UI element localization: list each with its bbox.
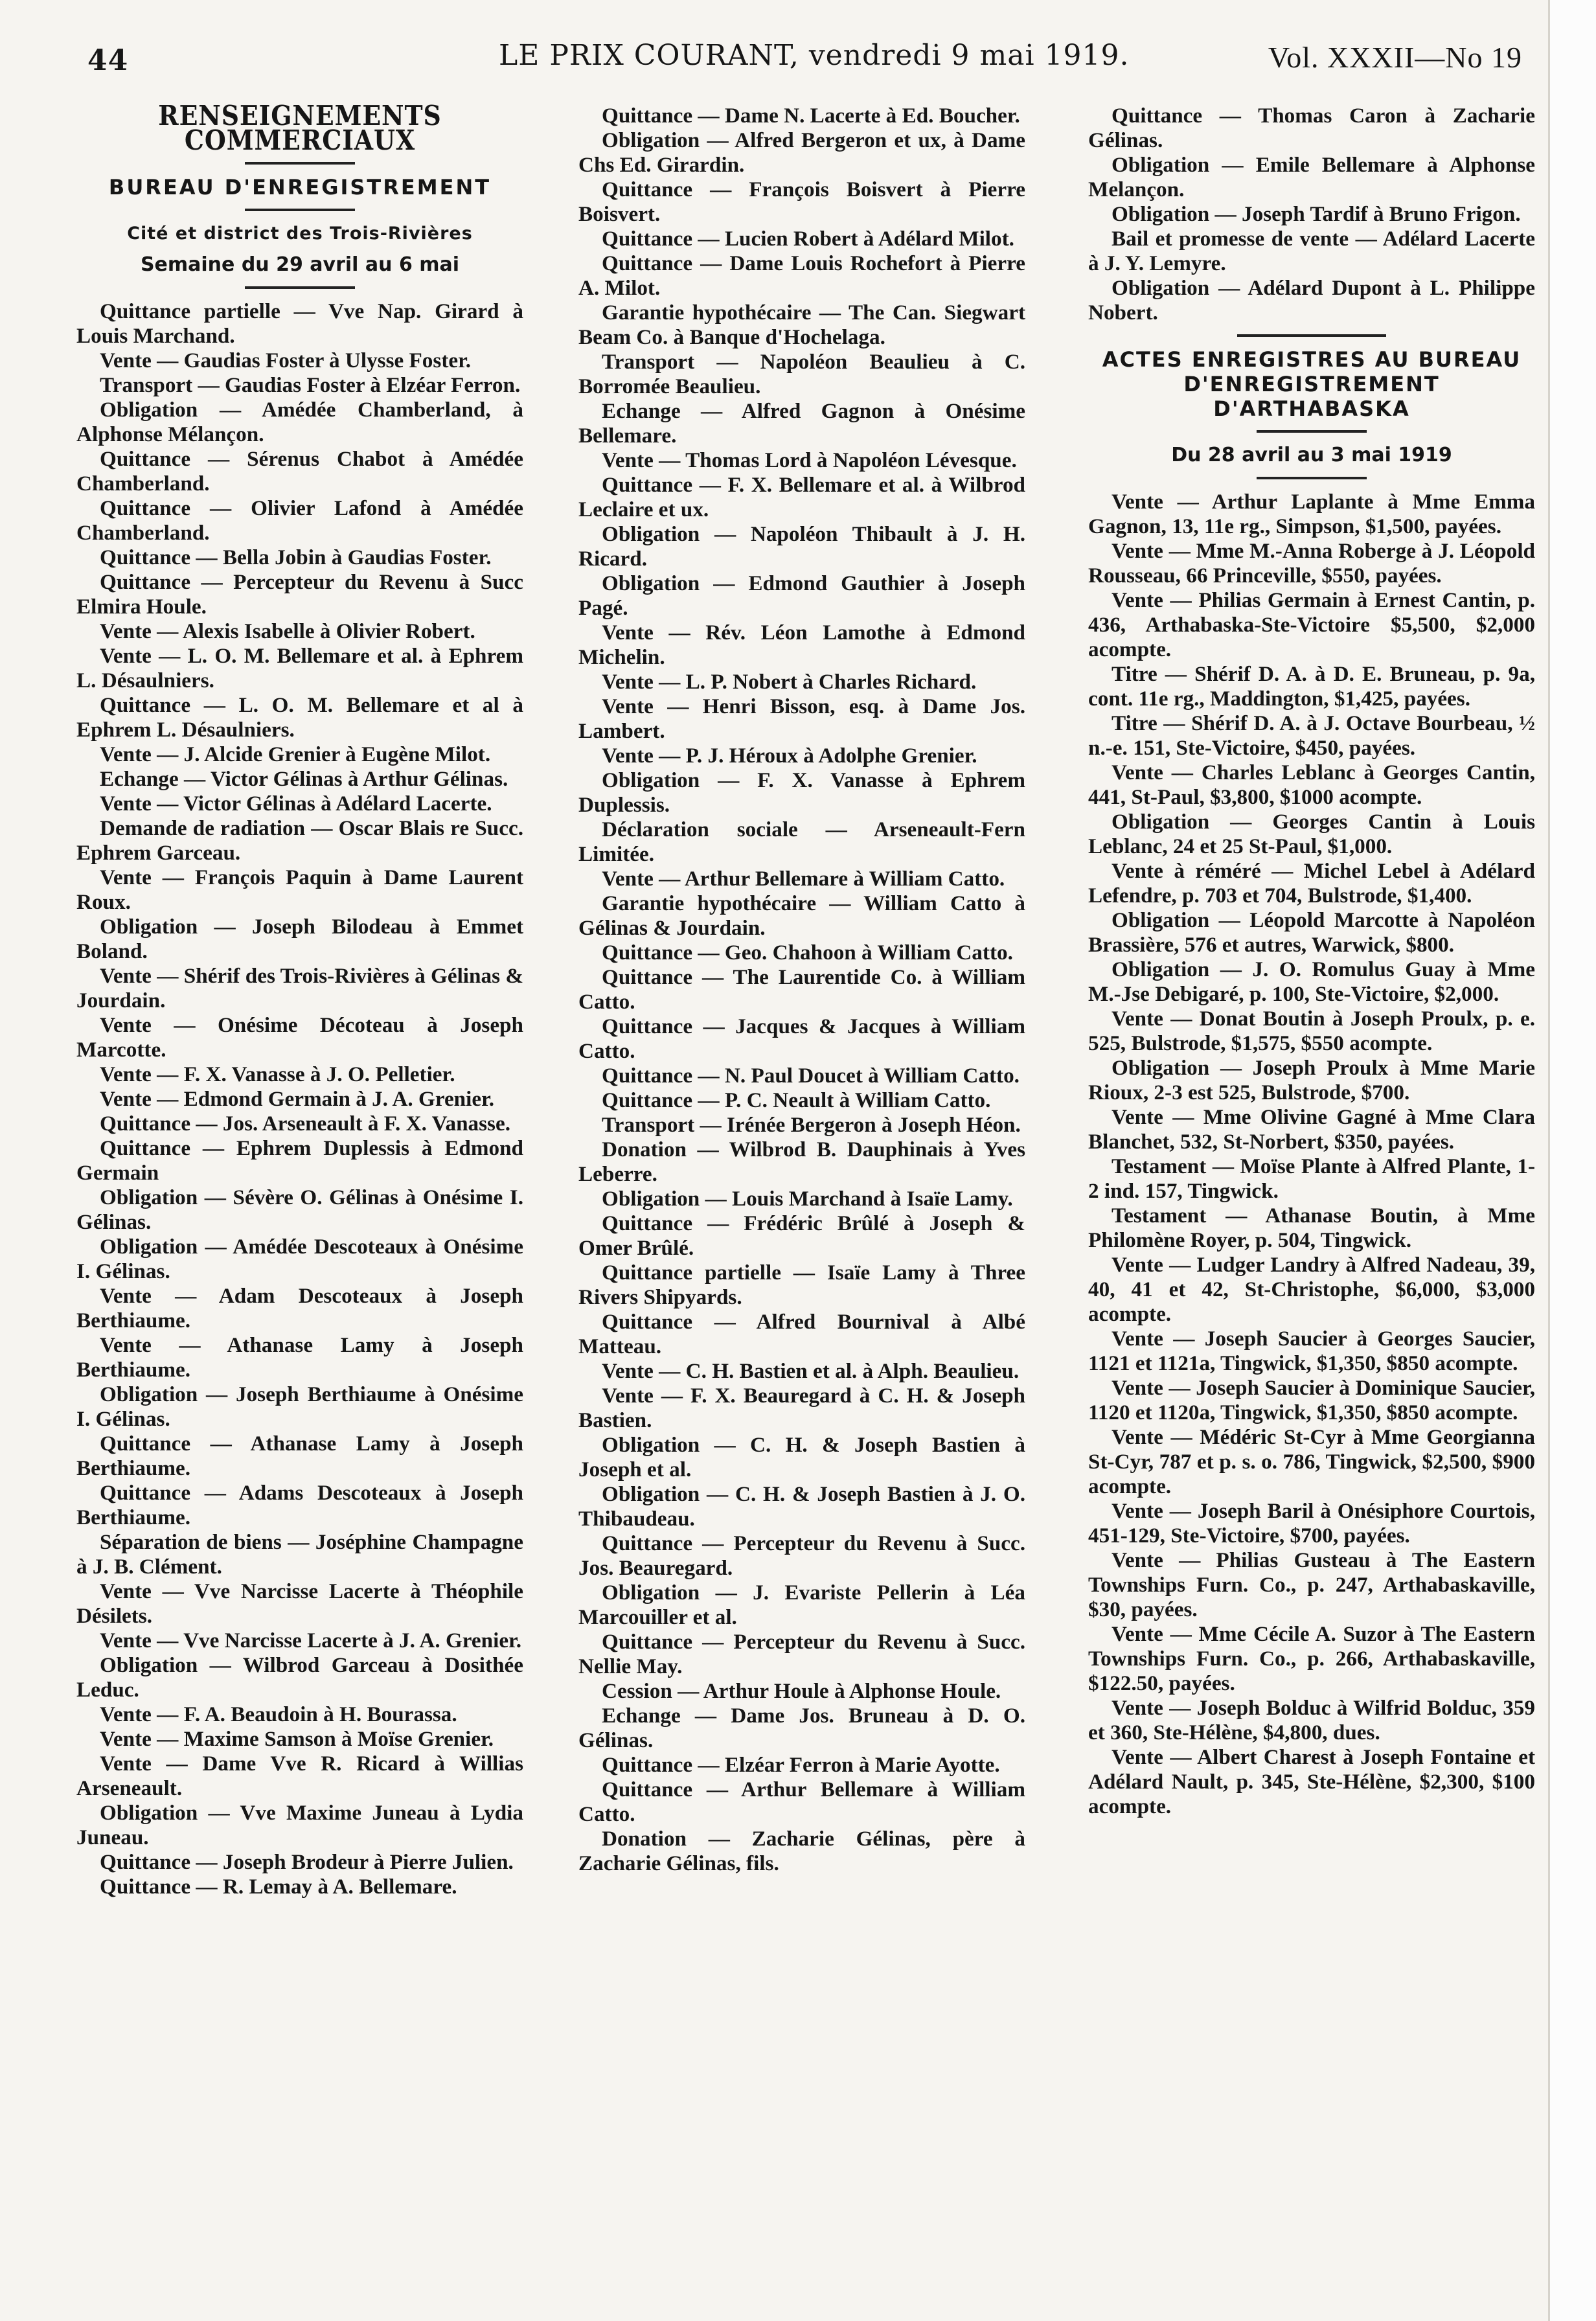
registry-entry: Garantie hypothécaire — The Can. Siegwart Beam Co. à Banque d'Hochelaga.	[578, 301, 1025, 349]
registry-entry: Testament — Moïse Plante à Alfred Plante, 1-2 ind. 157, Tingwick.	[1088, 1154, 1535, 1203]
entry-list	[578, 104, 1025, 1876]
registry-entry: Déclaration sociale — Arseneault-Fern Limitée.	[578, 817, 1025, 866]
registry-entry: Vente — Henri Bisson, esq. à Dame Jos. Lambert.	[578, 694, 1025, 743]
registry-entry: Vente — Médéric St-Cyr à Mme Georgianna St-Cyr, 787 et p. s. o. 786, Tingwick, $2,500, $900 acompte.	[1088, 1425, 1535, 1498]
registry-entry: Vente — Mme Olivine Gagné à Mme Clara Blanchet, 532, St-Norbert, $350, payées.	[1088, 1105, 1535, 1154]
registry-entry: Vente — François Paquin à Dame Laurent Roux.	[76, 865, 523, 914]
registry-entry: Titre — Shérif D. A. à J. Octave Bourbeau, ½ n.-e. 151, Ste-Victoire, $450, payées.	[1088, 711, 1535, 760]
column-2	[578, 104, 1025, 2293]
registry-entry: Transport — Irénée Bergeron à Joseph Héon.	[602, 1113, 1021, 1137]
registry-entry: Demande de radiation — Oscar Blais re Succ. Ephrem Garceau.	[76, 816, 523, 865]
registry-entry: Bail et promesse de vente — Adélard Lacerte à J. Y. Lemyre.	[1088, 227, 1535, 275]
registry-entry: Quittance — The Laurentide Co. à William Catto.	[578, 965, 1025, 1014]
registry-entry: Vente à réméré — Michel Lebel à Adélard Lefendre, p. 703 et 704, Bulstrode, $1,400.	[1088, 859, 1535, 908]
registry-entry: Vente — Donat Boutin à Joseph Proulx, p. e. 525, Bulstrode, $1,575, $550 acompte.	[1088, 1007, 1535, 1055]
registry-entry: Vente — Joseph Bolduc à Wilfrid Bolduc, 359 et 360, Ste-Hélène, $4,800, dues.	[1088, 1696, 1535, 1744]
registry-entry: Vente — Adam Descoteaux à Joseph Berthiaume.	[76, 1284, 523, 1332]
registry-entry: Obligation — Wilbrod Garceau à Dosithée Leduc.	[76, 1653, 523, 1702]
registry-entry: Quittance — Sérenus Chabot à Amédée Chamberland.	[76, 447, 523, 496]
registry-entry: Vente — Albert Charest à Joseph Fontaine et Adélard Nault, p. 345, Ste-Hélène, $2,300, $100 acompte.	[1088, 1745, 1535, 1818]
divider	[245, 286, 355, 289]
registry-entry: Vente — Alexis Isabelle à Olivier Robert.	[100, 619, 475, 643]
registry-entry: Obligation — Léopold Marcotte à Napoléon Brassière, 576 et autres, Warwick, $800.	[1088, 908, 1535, 957]
registry-entry: Vente — P. J. Héroux à Adolphe Grenier.	[602, 744, 977, 768]
registry-entry: Quittance — L. O. M. Bellemare et al à Ephrem L. Désaulniers.	[76, 693, 523, 742]
registry-entry: Vente — Dame Vve R. Ricard à Willias Arseneault.	[76, 1752, 523, 1800]
registry-entry: Quittance partielle — Vve Nap. Girard à Louis Marchand.	[76, 299, 523, 348]
registry-entry: Quittance — Adams Descoteaux à Joseph Berthiaume.	[76, 1481, 523, 1529]
divider	[245, 209, 355, 211]
district-heading: Cité et district des Trois-Rivières	[127, 223, 473, 244]
registry-entry: Quittance — Dame N. Lacerte à Ed. Boucher.	[602, 104, 1020, 128]
registry-entry: Obligation — C. H. & Joseph Bastien à J. O. Thibaudeau.	[578, 1482, 1025, 1531]
registry-entry: Vente — Maxime Samson à Moïse Grenier.	[100, 1727, 494, 1751]
registry-entry: Vente — C. H. Bastien et al. à Alph. Beaulieu.	[602, 1359, 1020, 1383]
registry-entry: Donation — Zacharie Gélinas, père à Zacharie Gélinas, fils.	[578, 1827, 1025, 1875]
registry-entry: Vente — Philias Gusteau à The Eastern Townships Furn. Co., p. 247, Arthabaskaville, $30, payées.	[1088, 1548, 1535, 1621]
registry-entry: Quittance — François Boisvert à Pierre Boisvert.	[578, 177, 1025, 226]
entry-list	[1088, 490, 1535, 1819]
registry-entry: Transport — Napoléon Beaulieu à C. Borromée Beaulieu.	[578, 350, 1025, 398]
registry-entry: Echange — Dame Jos. Bruneau à D. O. Gélinas.	[578, 1704, 1025, 1752]
registry-entry: Obligation — Georges Cantin à Louis Leblanc, 24 et 25 St-Paul, $1,000.	[1088, 810, 1535, 858]
registry-entry: Vente — Joseph Saucier à Georges Saucier, 1121 et 1121a, Tingwick, $1,350, $850 acompte.	[1088, 1327, 1535, 1375]
registry-entry: Quittance — Frédéric Brûlé à Joseph & Omer Brûlé.	[578, 1211, 1025, 1260]
page-header	[78, 31, 1529, 83]
registry-entry: Vente — Mme M.-Anna Roberge à J. Léopold Rousseau, 66 Princeville, $550, payées.	[1088, 539, 1535, 588]
registry-entry: Quittance — Joseph Brodeur à Pierre Julien.	[100, 1850, 514, 1874]
registry-entry: Quittance — Dame Louis Rochefort à Pierre A. Milot.	[578, 251, 1025, 300]
registry-entry: Obligation — Joseph Tardif à Bruno Frigon.	[1112, 202, 1521, 226]
registry-entry: Vente — Thomas Lord à Napoléon Lévesque.	[602, 448, 1017, 472]
registry-entry: Vente — Gaudias Foster à Ulysse Foster.	[100, 349, 472, 372]
registry-entry: Obligation — Napoléon Thibault à J. H. Ricard.	[578, 522, 1025, 571]
registry-entry: Vente — Vve Narcisse Lacerte à J. A. Grenier.	[100, 1629, 522, 1652]
registry-entry: Vente — J. Alcide Grenier à Eugène Milot.	[100, 742, 491, 766]
registry-entry: Vente — F. A. Beaudoin à H. Bourassa.	[100, 1702, 457, 1726]
registry-entry: Obligation — C. H. & Joseph Bastien à Joseph et al.	[578, 1433, 1025, 1481]
registry-entry: Vente — Arthur Bellemare à William Catto.	[602, 867, 1005, 891]
registry-entry: Vente — Edmond Germain à J. A. Grenier.	[100, 1087, 495, 1111]
registry-entry: Echange — Victor Gélinas à Arthur Gélinas.	[100, 767, 508, 791]
registry-entry: Quittance — Jos. Arseneault à F. X. Vanasse.	[100, 1112, 510, 1136]
page-edge	[1548, 0, 1596, 2321]
registry-entry: Quittance partielle — Isaïe Lamy à Three Rivers Shipyards.	[578, 1261, 1025, 1309]
registry-entry: Obligation — Joseph Proulx à Mme Marie Rioux, 2-3 est 525, Bulstrode, $700.	[1088, 1056, 1535, 1104]
registry-entry: Quittance — Alfred Bournival à Albé Matteau.	[578, 1310, 1025, 1358]
registry-entry: Echange — Alfred Gagnon à Onésime Bellemare.	[578, 399, 1025, 448]
registry-entry: Vente — Victor Gélinas à Adélard Lacerte.	[100, 792, 492, 816]
divider	[1257, 430, 1367, 433]
registry-entry: Vente — Arthur Laplante à Mme Emma Gagnon, 13, 11e rg., Simpson, $1,500, payées.	[1088, 490, 1535, 538]
registry-entry: Quittance — Thomas Caron à Zacharie Gélinas.	[1088, 104, 1535, 152]
registry-entry: Cession — Arthur Houle à Alphonse Houle.	[602, 1679, 1001, 1703]
registry-entry: Vente — Joseph Baril à Onésiphore Courtois, 451-129, Ste-Victoire, $700, payées.	[1088, 1499, 1535, 1548]
registry-entry: Quittance — Elzéar Ferron à Marie Ayotte.	[602, 1753, 1000, 1777]
registry-entry: Transport — Gaudias Foster à Elzéar Ferron.	[100, 373, 521, 397]
registry-entry: Quittance — Geo. Chahoon à William Catto.	[602, 941, 1013, 965]
registry-entry: Titre — Shérif D. A. à D. E. Bruneau, p. 9a, cont. 11e rg., Maddington, $1,425, payées.	[1088, 662, 1535, 711]
registry-entry: Obligation — Joseph Berthiaume à Onésime I. Gélinas.	[76, 1382, 523, 1431]
actes-week-heading: Du 28 avril au 3 mai 1919	[1171, 444, 1452, 466]
registry-entry: Vente — Joseph Saucier à Dominique Saucier, 1120 et 1120a, Tingwick, $1,350, $850 acompte.	[1088, 1376, 1535, 1424]
registry-entry: Quittance — Olivier Lafond à Amédée Chamberland.	[76, 496, 523, 545]
registry-entry: Obligation — F. X. Vanasse à Ephrem Duplessis.	[578, 768, 1025, 817]
volume-number: Vol. XXXII—No 19	[1268, 41, 1522, 74]
column-3	[1088, 104, 1535, 2293]
registry-entry: Vente — Onésime Décoteau à Joseph Marcotte.	[76, 1013, 523, 1062]
entry-list	[76, 299, 523, 1899]
newspaper-title: LE PRIX COURANT, vendredi 9 mai 1919.	[499, 39, 1130, 72]
registry-entry: Obligation — J. O. Romulus Guay à Mme M.-Jse Debigaré, p. 100, Ste-Victoire, $2,000.	[1088, 957, 1535, 1006]
registry-entry: Vente — L. O. M. Bellemare et al. à Ephrem L. Désaulniers.	[76, 644, 523, 692]
divider	[245, 162, 355, 165]
registry-entry: Quittance — Percepteur du Revenu à Succ. Nellie May.	[578, 1630, 1025, 1678]
registry-entry: Quittance — Ephrem Duplessis à Edmond Germain	[76, 1136, 523, 1185]
registry-entry: Vente — Vve Narcisse Lacerte à Théophile Désilets.	[76, 1579, 523, 1628]
registry-entry: Vente — Athanase Lamy à Joseph Berthiaume.	[76, 1333, 523, 1382]
registry-entry: Quittance — R. Lemay à A. Bellemare.	[100, 1875, 457, 1899]
registry-entry: Donation — Wilbrod B. Dauphinais à Yves Leberre.	[578, 1138, 1025, 1186]
registry-entry: Quittance — F. X. Bellemare et al. à Wilbrod Leclaire et ux.	[578, 473, 1025, 521]
page-number: 44	[87, 44, 129, 77]
registry-entry: Quittance — P. C. Neault à William Catto.	[602, 1088, 991, 1112]
divider	[1257, 477, 1367, 479]
week-heading: Semaine du 29 avril au 6 mai	[140, 253, 460, 276]
registry-entry: Testament — Athanase Boutin, à Mme Philomène Royer, p. 504, Tingwick.	[1088, 1204, 1535, 1252]
registry-entry: Vente — Ludger Landry à Alfred Nadeau, 39, 40, 41 et 42, St-Christophe, $6,000, $3,000 acompte.	[1088, 1253, 1535, 1326]
divider	[1237, 334, 1386, 337]
registry-entry: Obligation — Sévère O. Gélinas à Onésime I. Gélinas.	[76, 1185, 523, 1234]
column-1	[76, 104, 523, 2293]
registry-entry: Vente — Mme Cécile A. Suzor à The Eastern Townships Furn. Co., p. 266, Arthabaskaville, $122.50, payées.	[1088, 1622, 1535, 1695]
registry-entry: Vente — Charles Leblanc à Georges Cantin, 441, St-Paul, $3,800, $1000 acompte.	[1088, 760, 1535, 809]
registry-entry: Vente — Philias Germain à Ernest Cantin, p. 436, Arthabaska-Ste-Victoire $5,500, $2,000 acompte.	[1088, 588, 1535, 661]
registry-entry: Obligation — J. Evariste Pellerin à Léa Marcouiller et al.	[578, 1581, 1025, 1629]
registry-entry: Obligation — Joseph Bilodeau à Emmet Boland.	[76, 915, 523, 963]
registry-entry: Vente — Shérif des Trois-Rivières à Gélinas & Jourdain.	[76, 964, 523, 1012]
registry-entry: Quittance — Bella Jobin à Gaudias Foster.	[100, 545, 492, 569]
registry-entry: Obligation — Amédée Chamberland, à Alphonse Mélançon.	[76, 398, 523, 446]
registry-entry: Garantie hypothécaire — William Catto à Gélinas & Jourdain.	[578, 891, 1025, 940]
section-title: RENSEIGNEMENTS COMMERCIAUX	[158, 104, 442, 156]
registry-entry: Vente — Rév. Léon Lamothe à Edmond Michelin.	[578, 621, 1025, 669]
registry-entry: Vente — L. P. Nobert à Charles Richard.	[602, 670, 977, 694]
registry-entry: Obligation — Emile Bellemare à Alphonse Melançon.	[1088, 153, 1535, 201]
registry-entry: Obligation — Edmond Gauthier à Joseph Pagé.	[578, 571, 1025, 620]
registry-entry: Obligation — Louis Marchand à Isaïe Lamy.	[602, 1187, 1013, 1211]
entry-list	[1088, 104, 1535, 325]
registry-entry: Quittance — Percepteur du Revenu à Succ. Jos. Beauregard.	[578, 1531, 1025, 1580]
registry-entry: Obligation — Adélard Dupont à L. Philippe Nobert.	[1088, 276, 1535, 325]
registry-entry: Obligation — Vve Maxime Juneau à Lydia Juneau.	[76, 1801, 523, 1849]
registry-entry: Vente — F. X. Beauregard à C. H. & Joseph Bastien.	[578, 1384, 1025, 1432]
registry-entry: Quittance — Percepteur du Revenu à Succ Elmira Houle.	[76, 570, 523, 619]
registry-entry: Obligation — Amédée Descoteaux à Onésime I. Gélinas.	[76, 1235, 523, 1283]
registry-entry: Quittance — N. Paul Doucet à William Catto.	[602, 1064, 1020, 1088]
registry-entry: Quittance — Arthur Bellemare à William Catto.	[578, 1778, 1025, 1826]
registry-entry: Séparation de biens — Joséphine Champagne à J. B. Clément.	[76, 1530, 523, 1579]
registry-entry: Quittance — Athanase Lamy à Joseph Berthiaume.	[76, 1432, 523, 1480]
registry-entry: Vente — F. X. Vanasse à J. O. Pelletier.	[100, 1062, 455, 1086]
actes-heading: ACTES ENREGISTRES AU BUREAU D'ENREGISTREMENT D'ARTHABASKA	[1102, 347, 1522, 421]
registry-entry: Obligation — Alfred Bergeron et ux, à Dame Chs Ed. Girardin.	[578, 128, 1025, 177]
bureau-heading: BUREAU D'ENREGISTREMENT	[108, 175, 492, 200]
registry-entry: Quittance — Lucien Robert à Adélard Milot.	[602, 227, 1014, 251]
registry-entry: Quittance — Jacques & Jacques à William Catto.	[578, 1014, 1025, 1063]
